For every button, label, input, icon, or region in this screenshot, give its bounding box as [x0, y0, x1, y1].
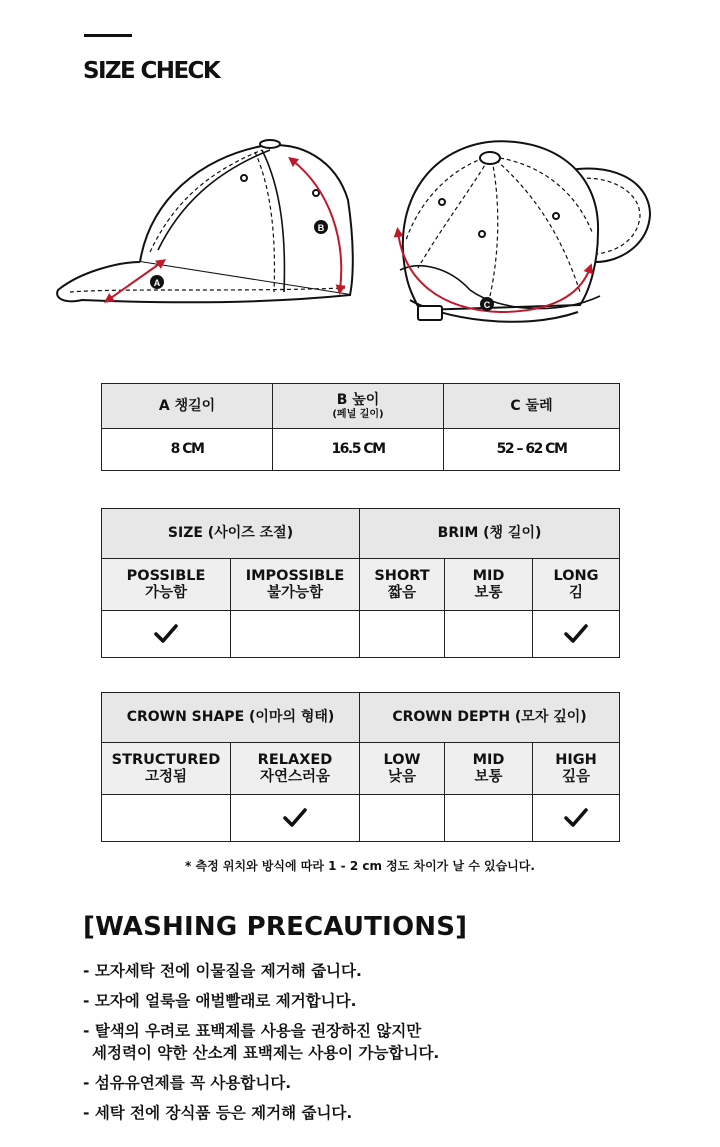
option-mid: MID 보통	[445, 559, 533, 611]
value-c: 52 – 62 CM	[444, 429, 620, 471]
size-brim-table	[101, 508, 620, 658]
check-cell	[360, 611, 445, 658]
header-c-circumference: C 둘레	[444, 384, 620, 429]
title-underline-bar	[84, 34, 132, 37]
list-item: - 모자세탁 전에 이물질을 제거해 줍니다.	[83, 962, 362, 980]
check-cell	[533, 611, 620, 658]
washing-title: [WASHING PRECAUTIONS]	[83, 912, 468, 942]
header-a-brim-length: A 챙길이	[102, 384, 273, 429]
cap-side-view	[57, 140, 353, 302]
brim-length-header: BRIM (챙 길이)	[360, 509, 620, 559]
measurement-table	[101, 383, 620, 471]
marker-a: A	[153, 278, 161, 288]
check-cell	[445, 795, 533, 842]
header-b-height: B 높이 (페널 길이)	[273, 384, 444, 429]
list-item: - 탈색의 우려로 표백제를 사용을 권장하진 않지만 세정력이 약한 산소계 표백제는 사용이 가능합니다.	[83, 1022, 440, 1062]
checkmark-icon	[282, 806, 308, 830]
cap-illustration	[0, 120, 720, 345]
check-cell	[231, 795, 360, 842]
option-short: SHORT 짧음	[360, 559, 445, 611]
list-item: - 세탁 전에 장식품 등은 제거해 줍니다.	[83, 1104, 353, 1122]
option-mid: MID 보통	[445, 743, 533, 795]
check-cell	[360, 795, 445, 842]
option-relaxed: RELAXED 자연스러움	[231, 743, 360, 795]
marker-c: C	[483, 300, 491, 310]
option-high: HIGH 깊음	[533, 743, 620, 795]
option-possible: POSSIBLE 가능함	[102, 559, 231, 611]
option-impossible: IMPOSSIBLE 불가능함	[231, 559, 360, 611]
option-long: LONG 김	[533, 559, 620, 611]
check-cell	[533, 795, 620, 842]
list-item: - 모자에 얼룩을 애벌빨래로 제거합니다.	[83, 992, 357, 1010]
checkmark-icon	[153, 622, 179, 646]
check-cell	[445, 611, 533, 658]
option-low: LOW 낮음	[360, 743, 445, 795]
check-cell	[102, 795, 231, 842]
check-cell	[102, 611, 231, 658]
size-adjust-header: SIZE (사이즈 조절)	[102, 509, 360, 559]
list-item: - 섬유유연제를 꼭 사용합니다.	[83, 1074, 292, 1092]
washing-list	[83, 960, 439, 1132]
page-title: SIZE CHECK	[83, 58, 220, 84]
marker-b: B	[317, 223, 325, 233]
crown-table	[101, 692, 620, 842]
measurement-note: * 측정 위치와 방식에 따라 1 - 2 cm 정도 차이가 날 수 있습니다.	[185, 859, 535, 873]
crown-shape-header: CROWN SHAPE (이마의 형태)	[102, 693, 360, 743]
option-structured: STRUCTURED 고정됨	[102, 743, 231, 795]
check-cell	[231, 611, 360, 658]
checkmark-icon	[563, 622, 589, 646]
value-b: 16.5 CM	[273, 429, 444, 471]
value-a: 8 CM	[102, 429, 273, 471]
checkmark-icon	[563, 806, 589, 830]
crown-depth-header: CROWN DEPTH (모자 깊이)	[360, 693, 620, 743]
